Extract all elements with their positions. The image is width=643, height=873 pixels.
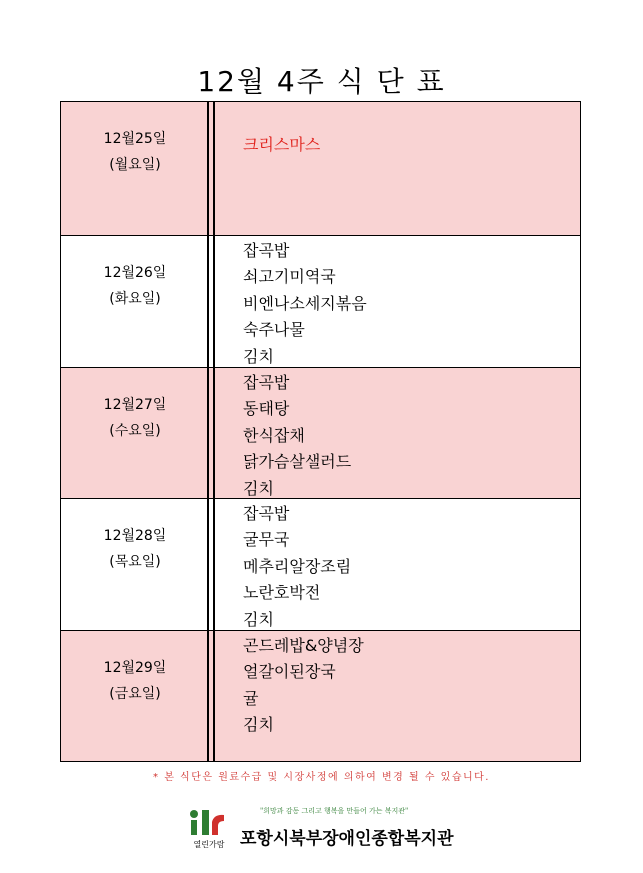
menu-item: 잡곡밥	[243, 241, 290, 260]
date-label: 12월28일	[103, 528, 167, 544]
column-divider-left	[207, 102, 209, 761]
menu-item: 굴무국	[243, 530, 290, 550]
date-label: 12월29일	[103, 660, 167, 676]
date-cell-fri	[61, 655, 209, 707]
menu-item: 닭가슴살샐러드	[243, 452, 352, 472]
menu-cell-thu	[243, 501, 351, 633]
menu-item: 잡곡밥	[243, 504, 290, 523]
weekday-label: (금요일)	[109, 686, 161, 702]
menu-table	[60, 101, 581, 762]
menu-item: 노란호박전	[243, 583, 321, 603]
menu-item: 잡곡밥	[243, 373, 290, 392]
menu-item: 숙주나물	[243, 320, 305, 340]
menu-item: 김치	[243, 609, 274, 629]
date-cell-tue	[61, 260, 209, 312]
weekday-label: (월요일)	[109, 157, 161, 173]
organization-name: 포항시북부장애인종합복지관	[240, 829, 454, 849]
date-cell-wed	[61, 392, 209, 444]
slogan-text: "희망과 감동 그리고 행복을 만들어 가는 복지관"	[260, 807, 409, 815]
column-divider-right	[213, 102, 215, 761]
menu-item: 김치	[243, 478, 274, 498]
menu-item: 김치	[243, 346, 274, 366]
menu-cell-wed	[243, 370, 351, 502]
logo-caption: 열린가람	[193, 840, 225, 849]
menu-item: 얼갈이된장국	[243, 662, 336, 682]
date-label: 12월26일	[103, 265, 167, 281]
table-row-fri	[61, 631, 580, 761]
menu-item: 쇠고기미역국	[243, 267, 336, 287]
weekday-label: (수요일)	[109, 423, 161, 439]
weekday-label: (화요일)	[109, 291, 161, 307]
footer	[188, 806, 488, 856]
table-row-thu	[61, 499, 580, 631]
menu-item: 김치	[243, 715, 274, 735]
notice-text: * 본 식단은 원료수급 및 시장사정에 의하여 변경 될 수 있습니다.	[153, 772, 490, 783]
menu-item: 메추리알장조림	[243, 556, 352, 576]
menu-cell-fri	[243, 633, 364, 739]
menu-cell-mon	[243, 132, 320, 158]
menu-item: 곤드레밥&양념장	[243, 636, 364, 655]
menu-item: 비엔나소세지볶음	[243, 293, 367, 313]
menu-item: 동태탕	[243, 399, 290, 419]
organization-logo-icon	[188, 808, 230, 836]
menu-item: 한식잡채	[243, 425, 305, 445]
menu-item: 크리스마스	[243, 135, 321, 154]
menu-cell-tue	[243, 238, 367, 370]
table-row-tue	[61, 236, 580, 368]
weekday-label: (목요일)	[109, 554, 161, 570]
date-cell-mon	[61, 126, 209, 178]
date-label: 12월25일	[103, 131, 167, 147]
table-row-mon	[61, 102, 580, 236]
date-label: 12월27일	[103, 397, 167, 413]
page-title: 12월 4주 식 단 표	[197, 65, 446, 98]
menu-item: 귤	[243, 688, 259, 708]
date-cell-thu	[61, 523, 209, 575]
table-row-wed	[61, 368, 580, 499]
